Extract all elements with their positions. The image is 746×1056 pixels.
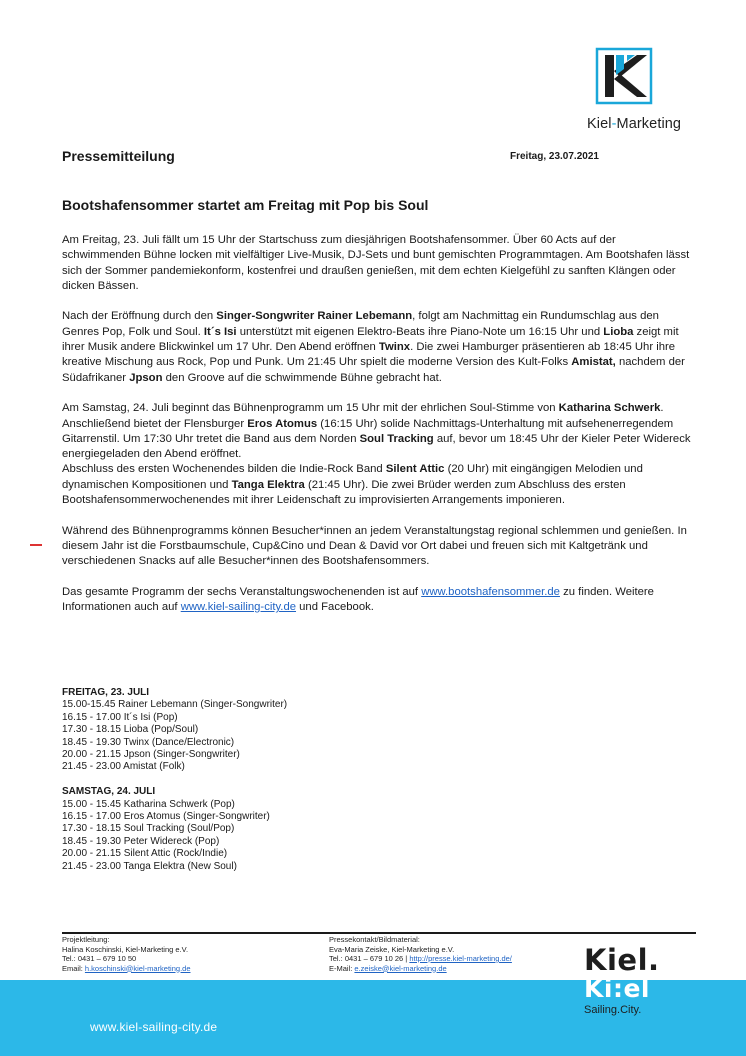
press-portal-link[interactable]: http://presse.kiel-marketing.de/ bbox=[409, 954, 512, 963]
schedule-day-block bbox=[62, 687, 287, 774]
bold-text: Soul Tracking bbox=[359, 432, 434, 445]
bold-text: Singer-Songwriter Rainer Lebemann bbox=[216, 310, 413, 323]
k-logo-icon bbox=[595, 47, 653, 105]
document-type: Pressemitteilung bbox=[62, 148, 175, 164]
logo-wordmark: Kiel-Marketing bbox=[587, 116, 682, 132]
web-link[interactable]: www.kiel-sailing-city.de bbox=[180, 601, 297, 614]
contact-email-link[interactable]: e.zeiske@kiel-marketing.de bbox=[354, 963, 447, 973]
footer-website[interactable]: www.kiel-sailing-city.de bbox=[90, 1020, 218, 1034]
kiel-marketing-logo bbox=[587, 47, 682, 137]
bold-text: Eros Atomus bbox=[247, 417, 318, 430]
bold-text: Tanga Elektra bbox=[231, 478, 305, 491]
schedule-item: 20.00 - 21.15 Jpson (Singer-Songwriter) bbox=[62, 749, 240, 761]
contact-label: Pressekontakt/Bildmaterial: bbox=[329, 935, 420, 944]
paragraph-food: Während des Bühnenprogramms können Besucher*innen an jedem Veranstaltungstag regional schlemmen und genießen. In diesem Jahr ist die Forstbaumschule, Cup&Cino und Dean & David vor Ort dabei und freuen sich mit Kaltgetränk und verschiedenen Snacks auf alle Besucher*innen des Bootshafensommers. bbox=[62, 524, 687, 568]
bold-text: Amistat, bbox=[571, 356, 616, 369]
footer-project-contact bbox=[62, 935, 191, 973]
footer-divider bbox=[62, 932, 696, 934]
schedule bbox=[62, 687, 287, 885]
schedule-day-block bbox=[62, 786, 287, 873]
headline: Bootshafensommer startet am Freitag mit Pop bis Soul bbox=[62, 197, 429, 213]
contact-email-line: Email: h.koschinski@kiel-marketing.de bbox=[62, 963, 191, 973]
web-link[interactable]: www.bootshafensommer.de bbox=[421, 585, 560, 598]
contact-email-line: E-Mail: e.zeiske@kiel-marketing.de bbox=[329, 963, 447, 973]
article-body bbox=[62, 233, 696, 631]
paragraph-friday: Nach der Eröffnung durch den Singer-Songwriter Rainer Lebemann, folgt am Nachmittag ein Rundumschlag aus den Genres Pop, Folk und Soul. It´s Isi unterstützt mit eigenen Elektro-Beats ihre Piano-Note um 16:15 Uhr und Lioba zeigt mit ihrer Musik andere Blickwinkel um 17 Uhr. Den Abend eröffnen Twinx. Die zwei Hamburger präsentieren ab 18:45 Uhr ihre kreative Mischung aus Rock, Pop und Punk. Um 21:45 Uhr spielt die moderne Version des Kult-Folks Amistat, nachdem der Südafrikaner Jpson den Groove auf die schwimmende Bühne gebracht hat. bbox=[62, 310, 685, 384]
schedule-item: 15.00-15.45 Rainer Lebemann (Singer-Songwriter) bbox=[62, 699, 288, 711]
schedule-item: 21.45 - 23.00 Tanga Elektra (New Soul) bbox=[62, 860, 237, 872]
bold-text: Jpson bbox=[129, 371, 163, 384]
document-date: Freitag, 23.07.2021 bbox=[510, 151, 599, 162]
kiel-sailing-city-logo bbox=[584, 943, 674, 1016]
bold-text: Silent Attic bbox=[385, 463, 445, 476]
schedule-day-title: FREITAG, 23. JULI bbox=[62, 687, 150, 698]
schedule-item: 15.00 - 15.45 Katharina Schwerk (Pop) bbox=[62, 798, 235, 810]
kiel-logo-word: Kiel. bbox=[584, 943, 660, 977]
paragraph-saturday: Am Samstag, 24. Juli beginnt das Bühnenprogramm um 15 Uhr mit der ehrlichen Soul-Stimme von Katharina Schwerk. Anschließend bietet der Flensburger Eros Atomus (16:15 Uhr) solide Nachmittags-Unterhaltung mit aufsehenerregendem Gitarrenstil. Um 17:30 Uhr tretet die Band aus dem Norden Soul Tracking auf, bevor um 18:45 Uhr der Kieler Peter Widereck energiegeladen den Abend eröffnet. Abschluss des ersten Wochenendes bilden die Indie-Rock Band Silent Attic (20 Uhr) mit eingängigen Melodien und dynamischen Kompositionen und Tanga Elektra (21:45 Uhr). Die zwei Brüder werden zum Abschluss des ersten Bootshafensommerwochenendes mit ihrer Leidenschaft zu improvisierten Arrangements imponieren. bbox=[62, 402, 691, 507]
contact-name: Halina Koschinski, Kiel-Marketing e.V. bbox=[62, 944, 189, 954]
bold-text: Lioba bbox=[603, 325, 634, 338]
schedule-item: 20.00 - 21.15 Silent Attic (Rock/Indie) bbox=[62, 848, 228, 860]
schedule-item: 18.45 - 19.30 Twinx (Dance/Electronic) bbox=[62, 736, 235, 748]
kiel-logo-mirror: Ki:el bbox=[584, 974, 650, 1003]
contact-phone-line: Tel.: 0431 – 679 10 26 | http://presse.kiel-marketing.de/ bbox=[329, 954, 512, 963]
schedule-item: 17.30 - 18.15 Soul Tracking (Soul/Pop) bbox=[62, 823, 235, 835]
contact-name: Eva-Maria Zeiske, Kiel-Marketing e.V. bbox=[329, 944, 455, 954]
margin-mark bbox=[30, 544, 42, 546]
contact-phone: Tel.: 0431 – 679 10 50 bbox=[62, 954, 137, 963]
schedule-item: 18.45 - 19.30 Peter Widereck (Pop) bbox=[62, 835, 220, 847]
paragraph-links: Das gesamte Programm der sechs Veranstaltungswochenenden ist auf www.bootshafensommer.de zu finden. Weitere Informationen auch auf www.kiel-sailing-city.de und Facebook. bbox=[62, 585, 654, 614]
kiel-logo-tagline: Sailing.City. bbox=[584, 1004, 642, 1016]
contact-email-link[interactable]: h.koschinski@kiel-marketing.de bbox=[84, 963, 191, 973]
bold-text: It´s Isi bbox=[203, 325, 237, 338]
schedule-item: 16.15 - 17.00 Eros Atomus (Singer-Songwriter) bbox=[62, 811, 270, 823]
schedule-item: 21.45 - 23.00 Amistat (Folk) bbox=[62, 761, 185, 773]
schedule-item: 16.15 - 17.00 It´s Isi (Pop) bbox=[62, 711, 178, 723]
schedule-day-title: SAMSTAG, 24. JULI bbox=[62, 786, 156, 798]
schedule-item: 17.30 - 18.15 Lioba (Pop/Soul) bbox=[62, 724, 199, 736]
contact-label: Projektleitung: bbox=[62, 935, 110, 944]
bold-text: Katharina Schwerk bbox=[558, 402, 661, 415]
footer-press-contact bbox=[329, 935, 512, 973]
paragraph-intro: Am Freitag, 23. Juli fällt um 15 Uhr der Startschuss zum diesjährigen Bootshafensommer. Über 60 Acts auf der schwimmenden Bühne locken mit vielfältiger Live-Musik, DJ-Sets und bunt gemischten Programmtagen. Am Bootshafen lässt sich der Sommer pandemiekonform, kostenfrei und draußen genießen, mit dem echten Kielgefühl zu sanften Klängen oder dicken Bässen. bbox=[62, 234, 690, 292]
bold-text: Twinx bbox=[378, 341, 411, 354]
